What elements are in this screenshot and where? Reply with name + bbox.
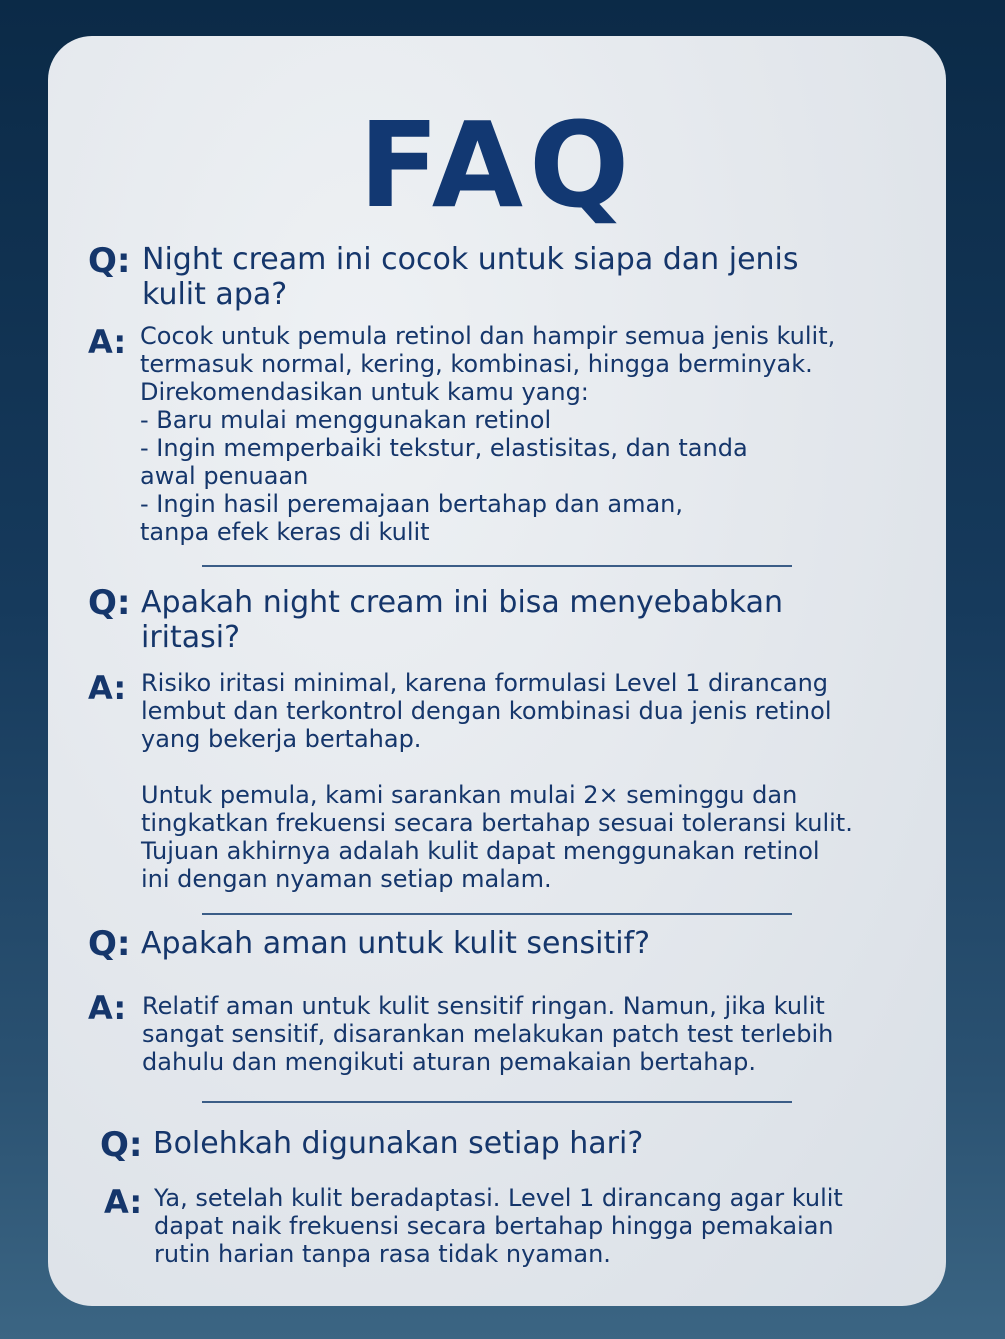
answer-text: Cocok untuk pemula retinol dan hampir semua jenis kulit, termasuk normal, kering, kombinasi, hingga berminyak. Direkomendasikan untuk kamu yang: - Baru mulai menggunakan retinol - Ingin memperbaiki tekstur, elastisitas, dan tanda awal penuaan - Ingin hasil peremajaan bertahap dan aman, tanpa efek keras di kulit — [140, 322, 836, 546]
question-label: Q: — [88, 583, 131, 623]
divider — [202, 913, 792, 915]
answer-label: A: — [88, 669, 127, 707]
question-text: Apakah aman untuk kulit sensitif? — [141, 926, 651, 961]
page-title: FAQ — [358, 96, 636, 234]
answer-label: A: — [88, 323, 127, 361]
question-label: Q: — [88, 241, 131, 281]
question-label: Q: — [88, 924, 131, 964]
answer-label: A: — [88, 989, 127, 1027]
faq-card — [48, 36, 946, 1306]
answer-label: A: — [104, 1183, 143, 1221]
question-label: Q: — [100, 1125, 143, 1165]
answer-text: Ya, setelah kulit beradaptasi. Level 1 dirancang agar kulit dapat naik frekuensi secara bertahap hingga pemakaian rutin harian tanpa rasa tidak nyaman. — [154, 1184, 843, 1268]
question-text: Night cream ini cocok untuk siapa dan jenis kulit apa? — [142, 242, 799, 312]
divider — [202, 1101, 792, 1103]
divider — [202, 565, 792, 567]
question-text: Bolehkah digunakan setiap hari? — [153, 1126, 644, 1161]
question-text: Apakah night cream ini bisa menyebabkan iritasi? — [141, 585, 783, 655]
answer-text: Risiko iritasi minimal, karena formulasi Level 1 dirancang lembut dan terkontrol dengan kombinasi dua jenis retinol yang bekerja bertahap. Untuk pemula, kami sarankan mulai 2× seminggu dan tingkatkan frekuensi secara bertahap sesuai toleransi kulit. Tujuan akhirnya adalah kulit dapat menggunakan retinol ini dengan nyaman setiap malam. — [141, 669, 853, 893]
answer-text: Relatif aman untuk kulit sensitif ringan. Namun, jika kulit sangat sensitif, disarankan melakukan patch test terlebih dahulu dan mengikuti aturan pemakaian bertahap. — [142, 992, 834, 1076]
